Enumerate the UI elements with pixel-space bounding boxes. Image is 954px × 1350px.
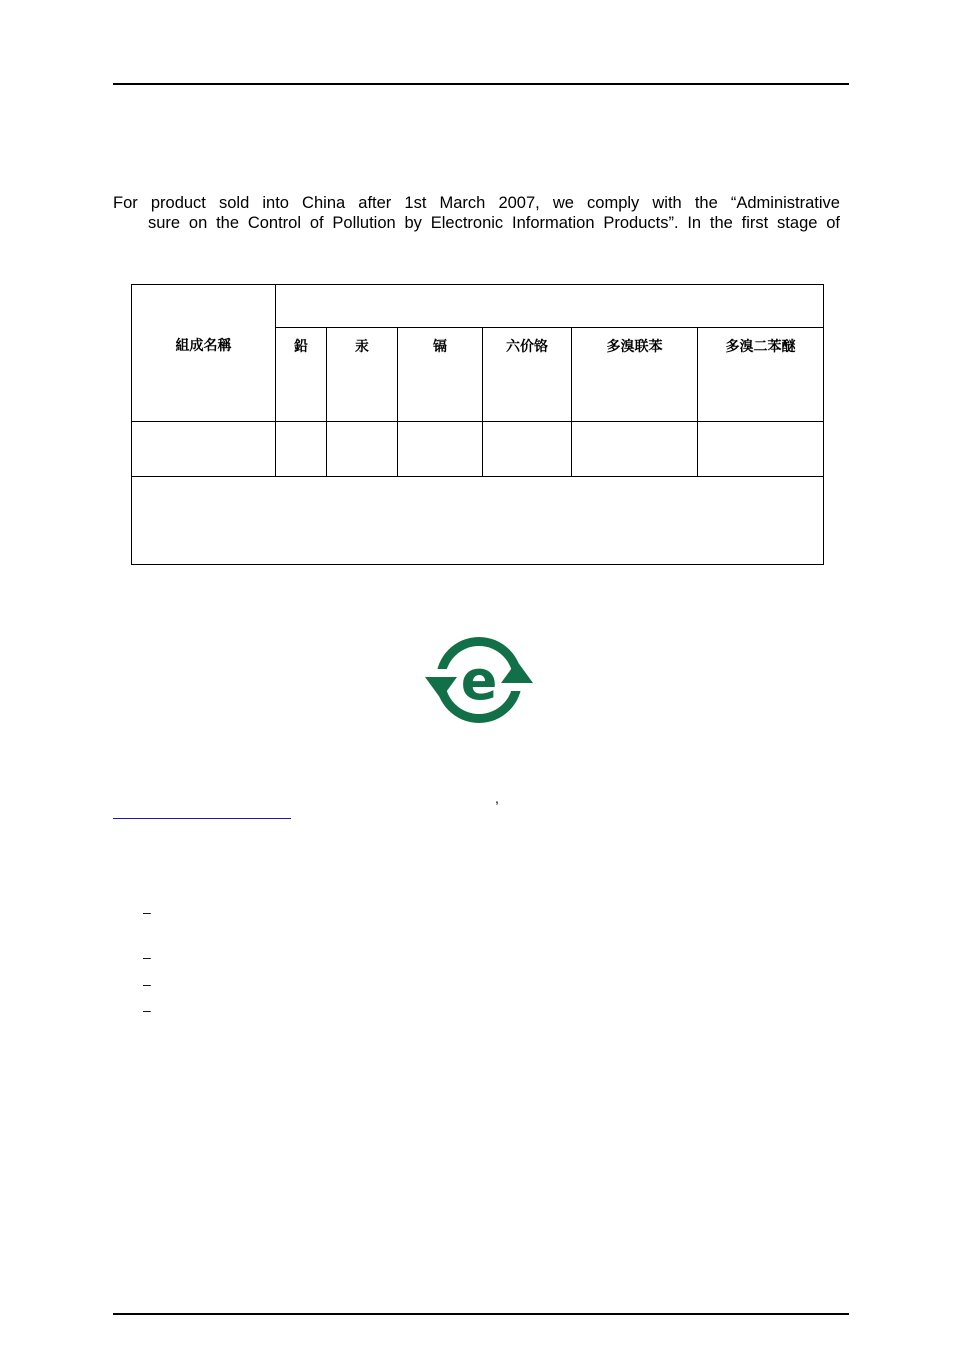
table-notes-cell — [132, 477, 824, 565]
substance-header-lead: 鉛 — [276, 328, 327, 422]
table-cell — [132, 422, 276, 477]
part-name-header: 組成名稱 — [175, 338, 232, 354]
table-cell — [483, 422, 572, 477]
table-cell — [327, 422, 398, 477]
table-row — [132, 422, 824, 477]
substance-header-pbde: 多溴二苯醚 — [698, 328, 824, 422]
hazardous-substances-table — [131, 284, 824, 565]
efup-logo-icon — [422, 629, 536, 731]
list-item-dash: – — [143, 976, 151, 992]
part-name-header-cell — [132, 285, 276, 422]
list-item-dash: – — [143, 904, 151, 920]
substance-header-pbb: 多溴联苯 — [572, 328, 698, 422]
substance-header-cadmium: 镉 — [398, 328, 483, 422]
efup-logo-letter: e — [460, 649, 498, 712]
substance-header-hexavalent-chromium: 六价铬 — [483, 328, 572, 422]
table-notes-row — [132, 477, 824, 565]
list-item-dash: – — [143, 949, 151, 965]
table-cell — [276, 422, 327, 477]
substances-group-header-cell — [276, 285, 824, 328]
list-item-dash: – — [143, 1002, 151, 1018]
intro-paragraph-line-1: For product sold into China after 1st March 2007, we comply with the “Administrative — [113, 194, 840, 212]
footnote-link-underline[interactable] — [113, 818, 291, 819]
substance-header-mercury: 汞 — [327, 328, 398, 422]
intro-paragraph-line-2: sure on the Control of Pollution by Electronic Information Products”. In the first stage of — [148, 214, 840, 232]
header-rule — [113, 83, 849, 85]
footnote-comma: , — [495, 790, 499, 806]
footer-rule — [113, 1313, 849, 1315]
table-cell — [572, 422, 698, 477]
table-cell — [398, 422, 483, 477]
table-cell — [698, 422, 824, 477]
